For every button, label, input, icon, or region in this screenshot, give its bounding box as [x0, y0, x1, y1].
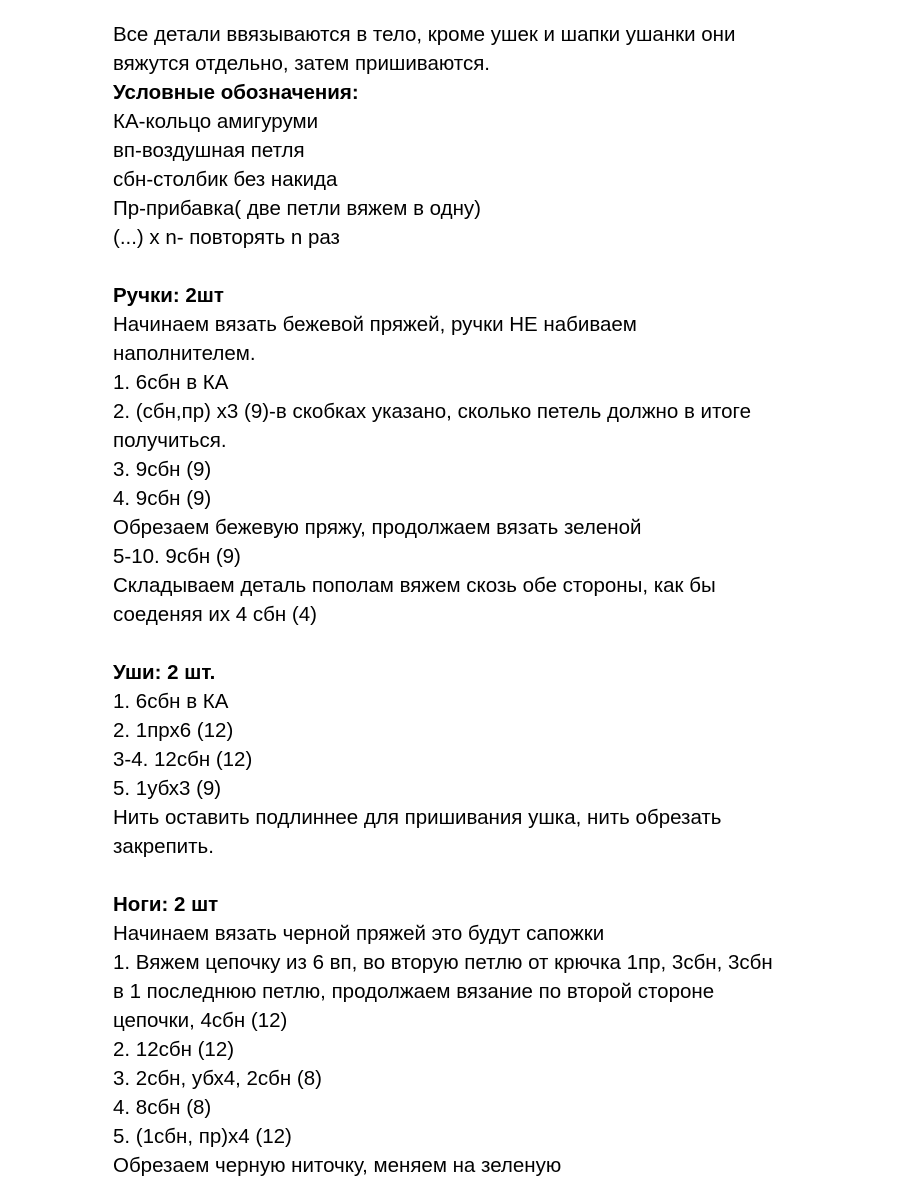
legend-item: сбн-столбик без накида	[113, 168, 338, 191]
section-spacer	[113, 252, 873, 281]
legend-item: КА-кольцо амигуруми	[113, 110, 319, 133]
legend-item: Пр-прибавка( две петли вяжем в одну)	[113, 197, 481, 220]
arms-line: 3. 9сбн (9)	[113, 458, 212, 481]
ears-heading: Уши: 2 шт.	[113, 661, 216, 684]
section-spacer	[113, 629, 873, 658]
arms-line: 2. (сбн,пр) х3 (9)-в скобках указано, сколько петель должно в итоге	[113, 400, 751, 423]
ears-line: Нить оставить подлиннее для пришивания ушка, нить обрезать	[113, 806, 722, 829]
legs-line: 4. 8сбн (8)	[113, 1096, 212, 1119]
arms-line: получиться.	[113, 429, 227, 452]
legend-heading: Условные обозначения:	[113, 81, 359, 104]
legs-line: цепочки, 4сбн (12)	[113, 1009, 288, 1032]
ears-line: закрепить.	[113, 835, 214, 858]
document-page	[113, 20, 873, 1180]
legs-line: 3. 2сбн, убх4, 2сбн (8)	[113, 1067, 322, 1090]
intro-line: вяжутся отдельно, затем пришиваются.	[113, 52, 490, 75]
section-spacer	[113, 861, 873, 890]
arms-line: 4. 9сбн (9)	[113, 487, 212, 510]
arms-heading: Ручки: 2шт	[113, 284, 224, 307]
legs-section	[113, 890, 873, 1180]
arms-line: 5-10. 9сбн (9)	[113, 545, 241, 568]
legs-line: Начинаем вязать черной пряжей это будут сапожки	[113, 922, 605, 945]
arms-line: Складываем деталь пополам вяжем скозь обе стороны, как бы	[113, 574, 716, 597]
arms-section	[113, 281, 873, 629]
ears-line: 3-4. 12сбн (12)	[113, 748, 253, 771]
intro-section	[113, 20, 873, 78]
ears-section	[113, 658, 873, 861]
legs-heading: Ноги: 2 шт	[113, 893, 219, 916]
legend-item: вп-воздушная петля	[113, 139, 305, 162]
legend-item: (...) х n- повторять n раз	[113, 226, 340, 249]
legs-line: в 1 последнюю петлю, продолжаем вязание по второй стороне	[113, 980, 715, 1003]
legs-line: 5. (1сбн, пр)х4 (12)	[113, 1125, 292, 1148]
ears-line: 5. 1убх3 (9)	[113, 777, 222, 800]
ears-line: 2. 1прх6 (12)	[113, 719, 234, 742]
arms-line: наполнителем.	[113, 342, 256, 365]
arms-line: 1. 6сбн в КА	[113, 371, 229, 394]
ears-line: 1. 6сбн в КА	[113, 690, 229, 713]
arms-line: соеденяя их 4 сбн (4)	[113, 603, 317, 626]
legend-section	[113, 78, 873, 252]
legs-line: 2. 12сбн (12)	[113, 1038, 235, 1061]
intro-line: Все детали ввязываются в тело, кроме ушек и шапки ушанки они	[113, 23, 736, 46]
arms-line: Начинаем вязать бежевой пряжей, ручки НЕ набиваем	[113, 313, 637, 336]
arms-line: Обрезаем бежевую пряжу, продолжаем вязать зеленой	[113, 516, 642, 539]
legs-line: Обрезаем черную ниточку, меняем на зеленую	[113, 1154, 562, 1177]
legs-line: 1. Вяжем цепочку из 6 вп, во вторую петлю от крючка 1пр, 3сбн, 3сбн	[113, 951, 773, 974]
